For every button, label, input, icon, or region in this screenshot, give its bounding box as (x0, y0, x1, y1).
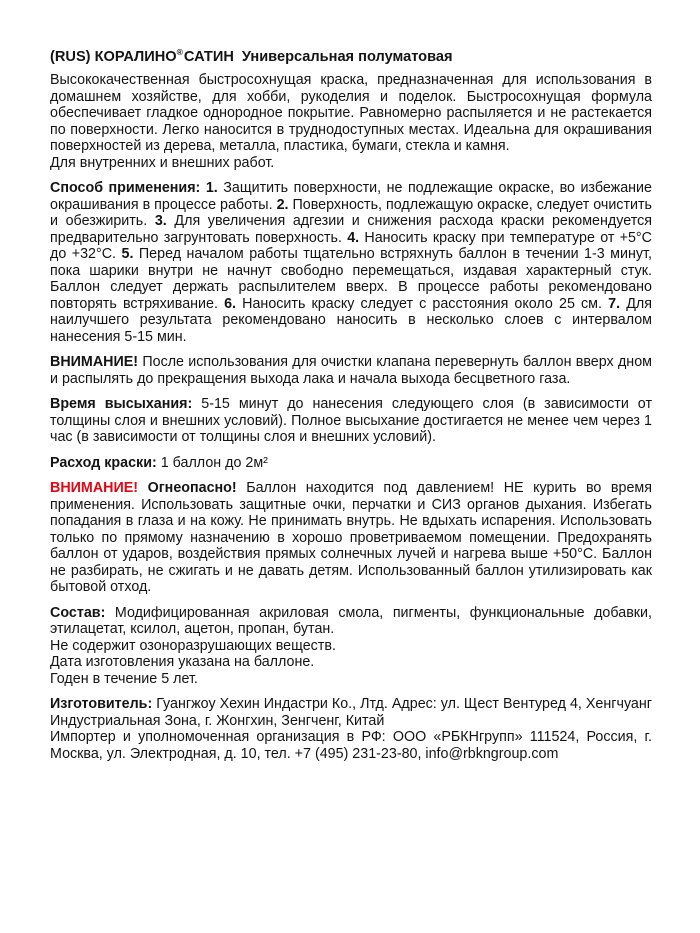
usage-step-text: Перед началом работы тщательно встряхнуть баллон в течении 1-3 минут, пока шарики внутри не начнут свободно перемещаться, издавая характерный стук. Баллон следует держать распылителем вверх. В процессе работы рекомендовано повторять встряхивание. (50, 246, 652, 312)
brand-name: КОРАЛИНО (94, 49, 177, 65)
usage-step-text: Для увеличения адгезии и снижения расхода краски рекомендуется предварительно загрунтовать поверхность. (50, 213, 652, 246)
consumption-paragraph (50, 455, 652, 472)
drying-time-text: 5-15 минут до нанесения следующего слоя (в зависимости от толщины слоя и внешних условий). Полное высыхание достигается не менее чем через 1 час (в зависимости от толщины слоя и внешних условий). (50, 396, 652, 445)
intro-paragraph (50, 72, 652, 155)
manufacturer-label: Изготовитель: (50, 696, 153, 712)
composition-label: Состав: (50, 604, 106, 621)
usage-step-number: 2. (276, 196, 289, 213)
attention-red-label: ВНИМАНИЕ! (50, 480, 139, 496)
consumption-value: 1 баллон до 2м² (160, 454, 268, 471)
ozone-free-line (50, 638, 652, 655)
usage-label: Способ применения: (50, 180, 201, 196)
importer-paragraph (50, 729, 652, 762)
usage-step-text: Наносить краску следует с расстояния около 25 см. (242, 295, 602, 312)
shelf-life-text: Годен в течение 5 лет. (50, 670, 198, 687)
usage-step-number: 5. (121, 246, 134, 262)
safety-warning-paragraph (50, 480, 652, 596)
product-line-name: САТИН (183, 49, 234, 65)
usage-step-number: 6. (224, 295, 237, 312)
usage-step-number: 3. (154, 213, 167, 229)
drying-time-paragraph (50, 396, 652, 446)
flammable-label: Огнеопасно! (147, 480, 237, 496)
usage-section (50, 180, 652, 345)
intro-text: Высококачественная быстросохнущая краска, предназначенная для использования в домашнем хозяйстве, для хобби, рукоделия и поделок. Быстросохнущая формула обеспечивает гладкое однородное покрытие. Равномерно распыляется и не растекается по поверхности. Легко наносится в труднодоступных местах. Идеальна для окрашивания поверхностей из дерева, металла, пластика, бумаги, стекла и камня. (50, 72, 652, 154)
drying-time-label: Время высыхания: (50, 396, 193, 412)
usage-step-text: Для наилучшего результата рекомендовано наносить в несколько слоев с интервалом нанесения 5-15 мин. (50, 295, 652, 345)
valve-warning-label: ВНИМАНИЕ! (50, 354, 139, 370)
product-title (50, 44, 652, 66)
intro-scope-line (50, 155, 652, 172)
usage-step-text: Защитить поверхности, не подлежащие окраске, во избежание окрашивания в процессе работы. (50, 180, 652, 213)
importer-text: Импортер и уполномоченная организация в РФ: ООО «РБКНгрупп» 111524, Россия, г. Москва, ул. Электродная, д. 10, тел. +7 (495) 231-23-80, info@rbkngroup.com (50, 729, 652, 762)
manufacturer-text: Гуангжоу Хехин Индастри Ко., Лтд. Адрес: ул. Щест Вентуред 4, Хенгчуанг Индустриальная Зона, г. Жонгхин, Зенгченг, Китай (50, 696, 652, 729)
ozone-free-text: Не содержит озоноразрушающих веществ. (50, 637, 336, 654)
product-subtitle: Универсальная полуматовая (241, 49, 453, 65)
usage-step-number: 4. (347, 229, 360, 246)
consumption-label: Расход краски: (50, 454, 157, 471)
intro-scope-text: Для внутренних и внешних работ. (50, 154, 275, 171)
language-code: (RUS) (50, 49, 91, 65)
manufacture-date-text: Дата изготовления указана на баллоне. (50, 654, 315, 670)
usage-step-number: 1. (205, 180, 218, 196)
shelf-life-line (50, 671, 652, 688)
manufacture-date-line (50, 654, 652, 671)
composition-paragraph (50, 605, 652, 638)
usage-step-text: Наносить краску при температуре от +5°С до +32°С. (50, 229, 652, 262)
safety-warning-text: Баллон находится под давлением! НЕ курить во время применения. Использовать защитные очки, перчатки и СИЗ органов дыхания. Избегать попадания в глаза и на кожу. Не принимать внутрь. Не вдыхать испарения. Использовать только по прямому назначению в хорошо проветриваемом помещении. Предохранять баллон от ударов, воздействия прямых солнечных лучей и нагрева выше +50°С. Баллон не разбирать, не сжигать и не давать детям. Использованный баллон утилизировать как бытовой отход. (50, 480, 652, 595)
registered-trademark-icon: ® (176, 47, 183, 57)
valve-warning-text: После использования для очистки клапана перевернуть баллон вверх дном и распылять до прекращения выхода лака и начала выхода бесцветного газа. (50, 354, 652, 387)
composition-text: Модифицированная акриловая смола, пигменты, функциональные добавки, этилацетат, ксилол, ацетон, пропан, бутан. (50, 604, 652, 637)
usage-step-number: 7. (608, 295, 621, 312)
manufacturer-paragraph (50, 696, 652, 729)
valve-warning-paragraph (50, 354, 652, 387)
usage-step-text: Поверхность, подлежащую окраске, следует очистить и обезжирить. (50, 196, 652, 229)
